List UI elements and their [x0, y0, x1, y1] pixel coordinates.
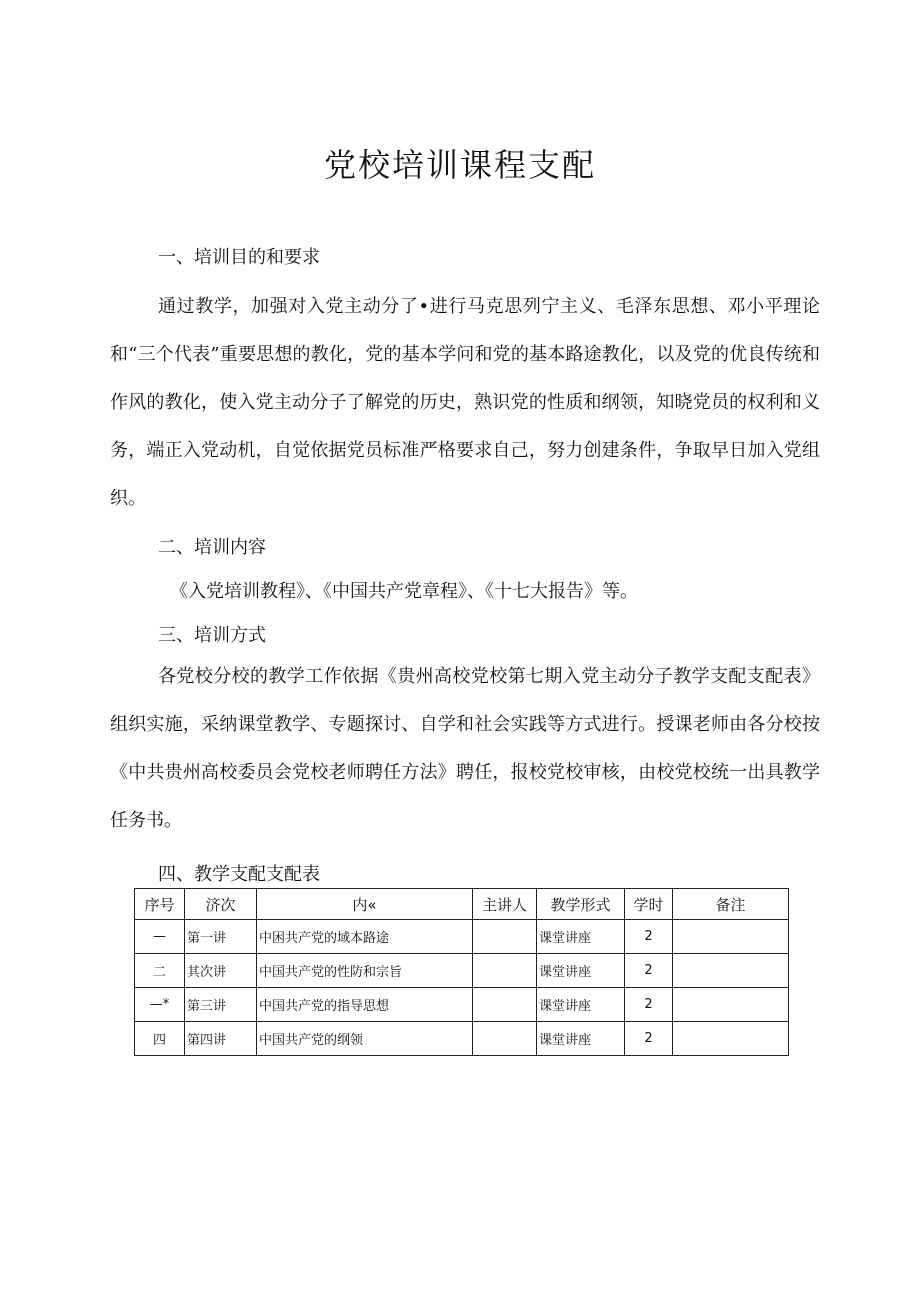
cell-format: 课堂讲座: [537, 954, 625, 988]
header-serial: 序号: [135, 889, 185, 920]
section-1-heading: 一、培训目的和要求: [158, 247, 320, 268]
header-hours: 学时: [625, 889, 673, 920]
header-content: 内«: [257, 889, 473, 920]
cell-lecturer: [473, 1022, 537, 1056]
table-row: [135, 954, 789, 988]
cell-content: 中国共产党的指导思想: [257, 988, 473, 1022]
section-4-heading: 四、教学支配支配表: [158, 864, 320, 885]
cell-hours: 2: [625, 1022, 673, 1056]
table-header-row: [135, 889, 789, 920]
cell-format: 课堂讲座: [537, 920, 625, 954]
schedule-table: [134, 888, 789, 1056]
cell-hours: 2: [625, 954, 673, 988]
cell-session: 第一讲: [185, 920, 257, 954]
header-format: 教学形式: [537, 889, 625, 920]
table-row: [135, 988, 789, 1022]
header-remarks: 备注: [673, 889, 789, 920]
cell-serial: —*: [135, 988, 185, 1022]
cell-remarks: [673, 988, 789, 1022]
cell-hours: 2: [625, 988, 673, 1022]
cell-session: 其次讲: [185, 954, 257, 988]
table-row: [135, 920, 789, 954]
cell-session: 第四讲: [185, 1022, 257, 1056]
header-lecturer: 主讲人: [473, 889, 537, 920]
section-3-body: 各党校分校的教学工作依据《贵州高校党校第七期入党主动分子教学支配支配表》组织实施，采纳课堂教学、专题探讨、自学和社会实践等方式进行。授课老师由各分校按《中共贵州高校委员会党校老师聘任方法》聘任，报校党校审核，由校党校统一出具教学任务书。: [110, 666, 820, 831]
cell-remarks: [673, 920, 789, 954]
cell-format: 课堂讲座: [537, 988, 625, 1022]
cell-hours: 2: [625, 920, 673, 954]
cell-lecturer: [473, 988, 537, 1022]
section-2-heading: 二、培训内容: [158, 537, 266, 558]
section-3-heading: 三、培训方式: [158, 625, 266, 646]
cell-content: 中困共产党的域本路途: [257, 920, 473, 954]
cell-session: 第三讲: [185, 988, 257, 1022]
cell-content: 中国共产党的纲领: [257, 1022, 473, 1056]
cell-format: 课堂讲座: [537, 1022, 625, 1056]
cell-serial: 二: [135, 954, 185, 988]
section-2-body: 《入党培训教程》、《中国共产党章程》、《十七大报告》等。: [170, 581, 638, 602]
cell-remarks: [673, 954, 789, 988]
cell-serial: 四: [135, 1022, 185, 1056]
table-row: [135, 1022, 789, 1056]
cell-remarks: [673, 1022, 789, 1056]
document-title: 党校培训课程支配: [323, 146, 596, 184]
cell-content: 中国共产党的性防和宗旨: [257, 954, 473, 988]
cell-serial: —: [135, 920, 185, 954]
section-1-body: 通过教学，加强对入党主动分了•进行马克思列宁主义、毛泽东思想、邓小平理论和“三个代表”重要思想的教化，党的基本学问和党的基本路途教化，以及党的优良传统和作风的教化，使入党主动分子了解党的历史，熟识党的性质和纲领，知晓党员的权利和义务，端正入党动机，自觉依据党员标准严格要求自己，努力创建条件，争取早日加入党组织。: [110, 296, 820, 509]
cell-lecturer: [473, 954, 537, 988]
header-session: 济次: [185, 889, 257, 920]
cell-lecturer: [473, 920, 537, 954]
